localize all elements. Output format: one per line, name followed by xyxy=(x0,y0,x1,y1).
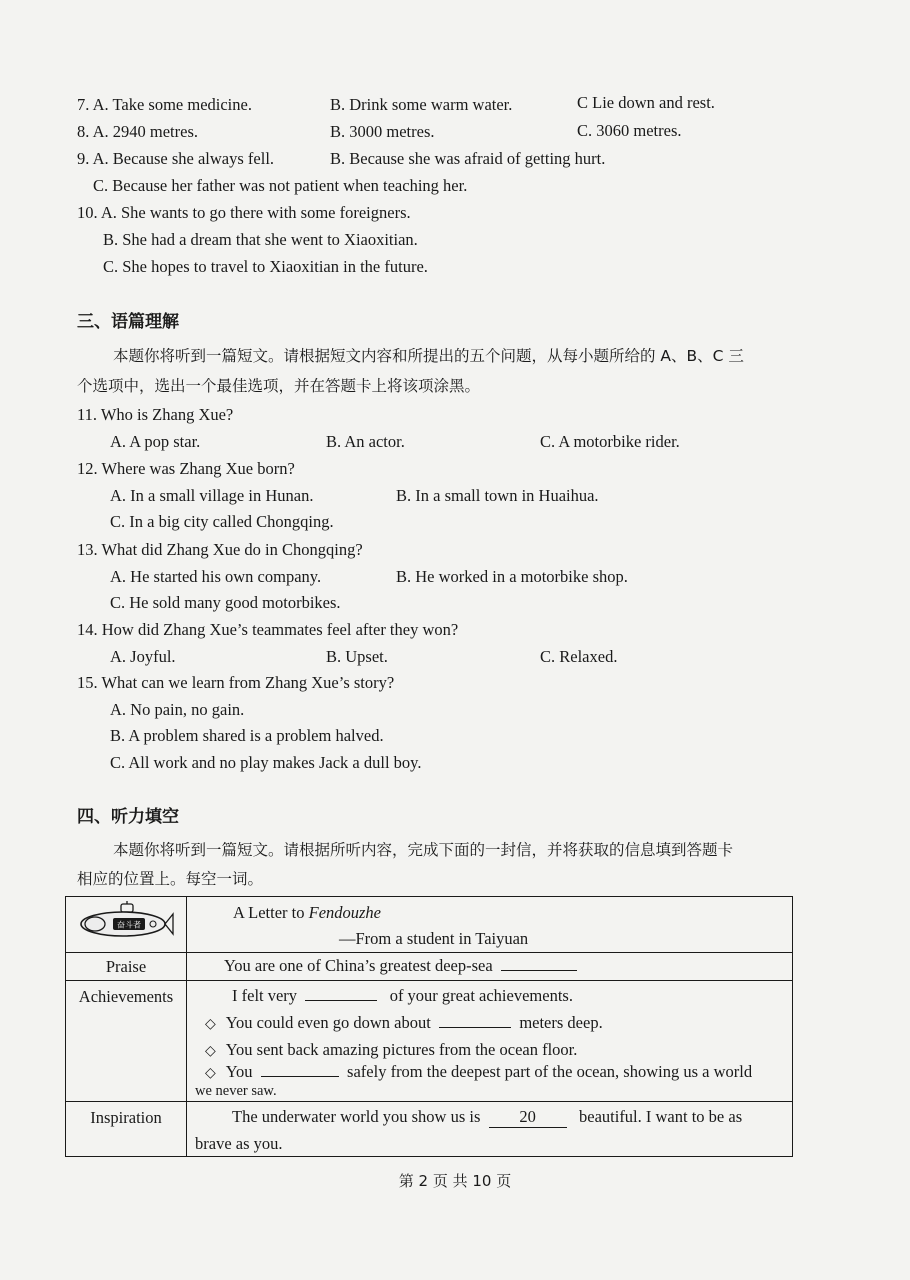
inspiration-line-2: brave as you. xyxy=(195,1134,283,1153)
q9-option-c: C. Because her father was not patient when teaching her. xyxy=(93,176,468,195)
diamond-bullet-icon: ◇ xyxy=(205,1016,216,1032)
achievement-line-3: ◇ You sent back amazing pictures from the ocean floor. xyxy=(205,1040,578,1059)
q10-option-b: B. She had a dream that she went to Xiaoxitian. xyxy=(103,230,418,249)
achievement-line-4-cont: we never saw. xyxy=(195,1083,277,1099)
q10-option-c: C. She hopes to travel to Xiaoxitian in the future. xyxy=(103,257,428,276)
letter-title-row xyxy=(66,897,793,953)
q7-option-c: C Lie down and rest. xyxy=(577,93,715,112)
submarine-icon xyxy=(73,900,179,944)
inspiration-row xyxy=(66,1102,793,1157)
achievements-cell xyxy=(187,981,793,1102)
page-footer: 第 2 页 共 10 页 xyxy=(398,1172,512,1190)
q15-question: 15. What can we learn from Zhang Xue’s story? xyxy=(77,673,395,692)
inspiration-label-cell xyxy=(66,1102,187,1157)
q15-option-c: C. All work and no play makes Jack a dull boy. xyxy=(110,753,422,772)
q15-option-b: B. A problem shared is a problem halved. xyxy=(110,726,384,745)
q13-option-b: B. He worked in a motorbike shop. xyxy=(396,567,628,586)
q8-option-b: B. 3000 metres. xyxy=(330,122,435,141)
q12-option-c: C. In a big city called Chongqing. xyxy=(110,512,334,531)
achievement-line-4: ◇ You safely from the deepest part of the ocean, showing us a world xyxy=(205,1062,753,1081)
section4-instructions-1: 本题你将听到一篇短文。请根据所听内容，完成下面的一封信，并将获取的信息填到答题卡 xyxy=(113,841,734,859)
blank-20[interactable]: 20 xyxy=(489,1107,567,1128)
achievements-label-cell xyxy=(66,981,187,1102)
q8-option-c: C. 3060 metres. xyxy=(577,121,682,140)
q14-option-a: A. Joyful. xyxy=(110,647,176,666)
blank-18[interactable] xyxy=(439,1013,511,1028)
praise-row xyxy=(66,953,793,981)
praise-cell xyxy=(187,953,793,981)
section3-instructions-1: 本题你将听到一篇短文。请根据短文内容和所提出的五个问题，从每小题所给的 A、B、C 三 xyxy=(113,347,744,365)
blank-17[interactable] xyxy=(305,986,377,1001)
q10-option-a: 10. A. She wants to go there with some foreigners. xyxy=(77,203,411,222)
achievement-line-1: I felt very of your great achievements. xyxy=(232,986,573,1005)
q11-option-c: C. A motorbike rider. xyxy=(540,432,680,451)
achievements-label: Achievements xyxy=(78,987,174,1006)
q13-question: 13. What did Zhang Xue do in Chongqing? xyxy=(77,540,363,559)
achievement-line-2: ◇ You could even go down about meters deep. xyxy=(205,1013,603,1032)
blank-16[interactable] xyxy=(501,956,577,971)
achievements-row xyxy=(66,981,793,1102)
svg-text:奋斗者: 奋斗者 xyxy=(117,920,141,930)
q14-option-c: C. Relaxed. xyxy=(540,647,618,666)
section3-heading: 三、语篇理解 xyxy=(77,312,179,332)
section4-instructions-2: 相应的位置上。每空一词。 xyxy=(77,870,264,888)
praise-label: Praise xyxy=(66,953,187,981)
q11-option-b: B. An actor. xyxy=(326,432,405,451)
inspiration-cell xyxy=(187,1102,793,1157)
praise-text: You are one of China’s greatest deep-sea xyxy=(224,956,577,976)
submarine-logo-cell xyxy=(66,897,187,953)
letter-title: A Letter to Fendouzhe xyxy=(233,903,382,922)
q14-question: 14. How did Zhang Xue’s teammates feel after they won? xyxy=(77,620,459,639)
q12-option-b: B. In a small town in Huaihua. xyxy=(396,486,599,505)
q11-option-a: A. A pop star. xyxy=(110,432,201,451)
inspiration-line-1: The underwater world you show us is 20 beautiful. I want to be as xyxy=(232,1107,743,1126)
diamond-bullet-icon: ◇ xyxy=(205,1043,216,1059)
letter-title-cell xyxy=(187,897,793,953)
section3-instructions-2: 个选项中，选出一个最佳选项，并在答题卡上将该项涂黑。 xyxy=(77,377,481,395)
letter-table xyxy=(65,896,793,1157)
diamond-bullet-icon: ◇ xyxy=(205,1065,216,1081)
q12-question: 12. Where was Zhang Xue born? xyxy=(77,459,295,478)
q13-option-c: C. He sold many good motorbikes. xyxy=(110,593,341,612)
q11-question: 11. Who is Zhang Xue? xyxy=(77,405,234,424)
q13-option-a: A. He started his own company. xyxy=(110,567,322,586)
q9-option-a: 9. A. Because she always fell. xyxy=(77,149,275,168)
letter-from: —From a student in Taiyuan xyxy=(339,929,529,948)
q15-option-a: A. No pain, no gain. xyxy=(110,700,245,719)
q7-option-b: B. Drink some warm water. xyxy=(330,95,513,114)
q9-option-b: B. Because she was afraid of getting hurt. xyxy=(330,149,606,168)
section4-heading: 四、听力填空 xyxy=(77,807,179,827)
q14-option-b: B. Upset. xyxy=(326,647,388,666)
q8-option-a: 8. A. 2940 metres. xyxy=(77,122,198,141)
q7-option-a: 7. A. Take some medicine. xyxy=(77,95,252,114)
q12-option-a: A. In a small village in Hunan. xyxy=(110,486,314,505)
blank-19[interactable] xyxy=(261,1062,339,1077)
inspiration-label: Inspiration xyxy=(90,1108,162,1127)
